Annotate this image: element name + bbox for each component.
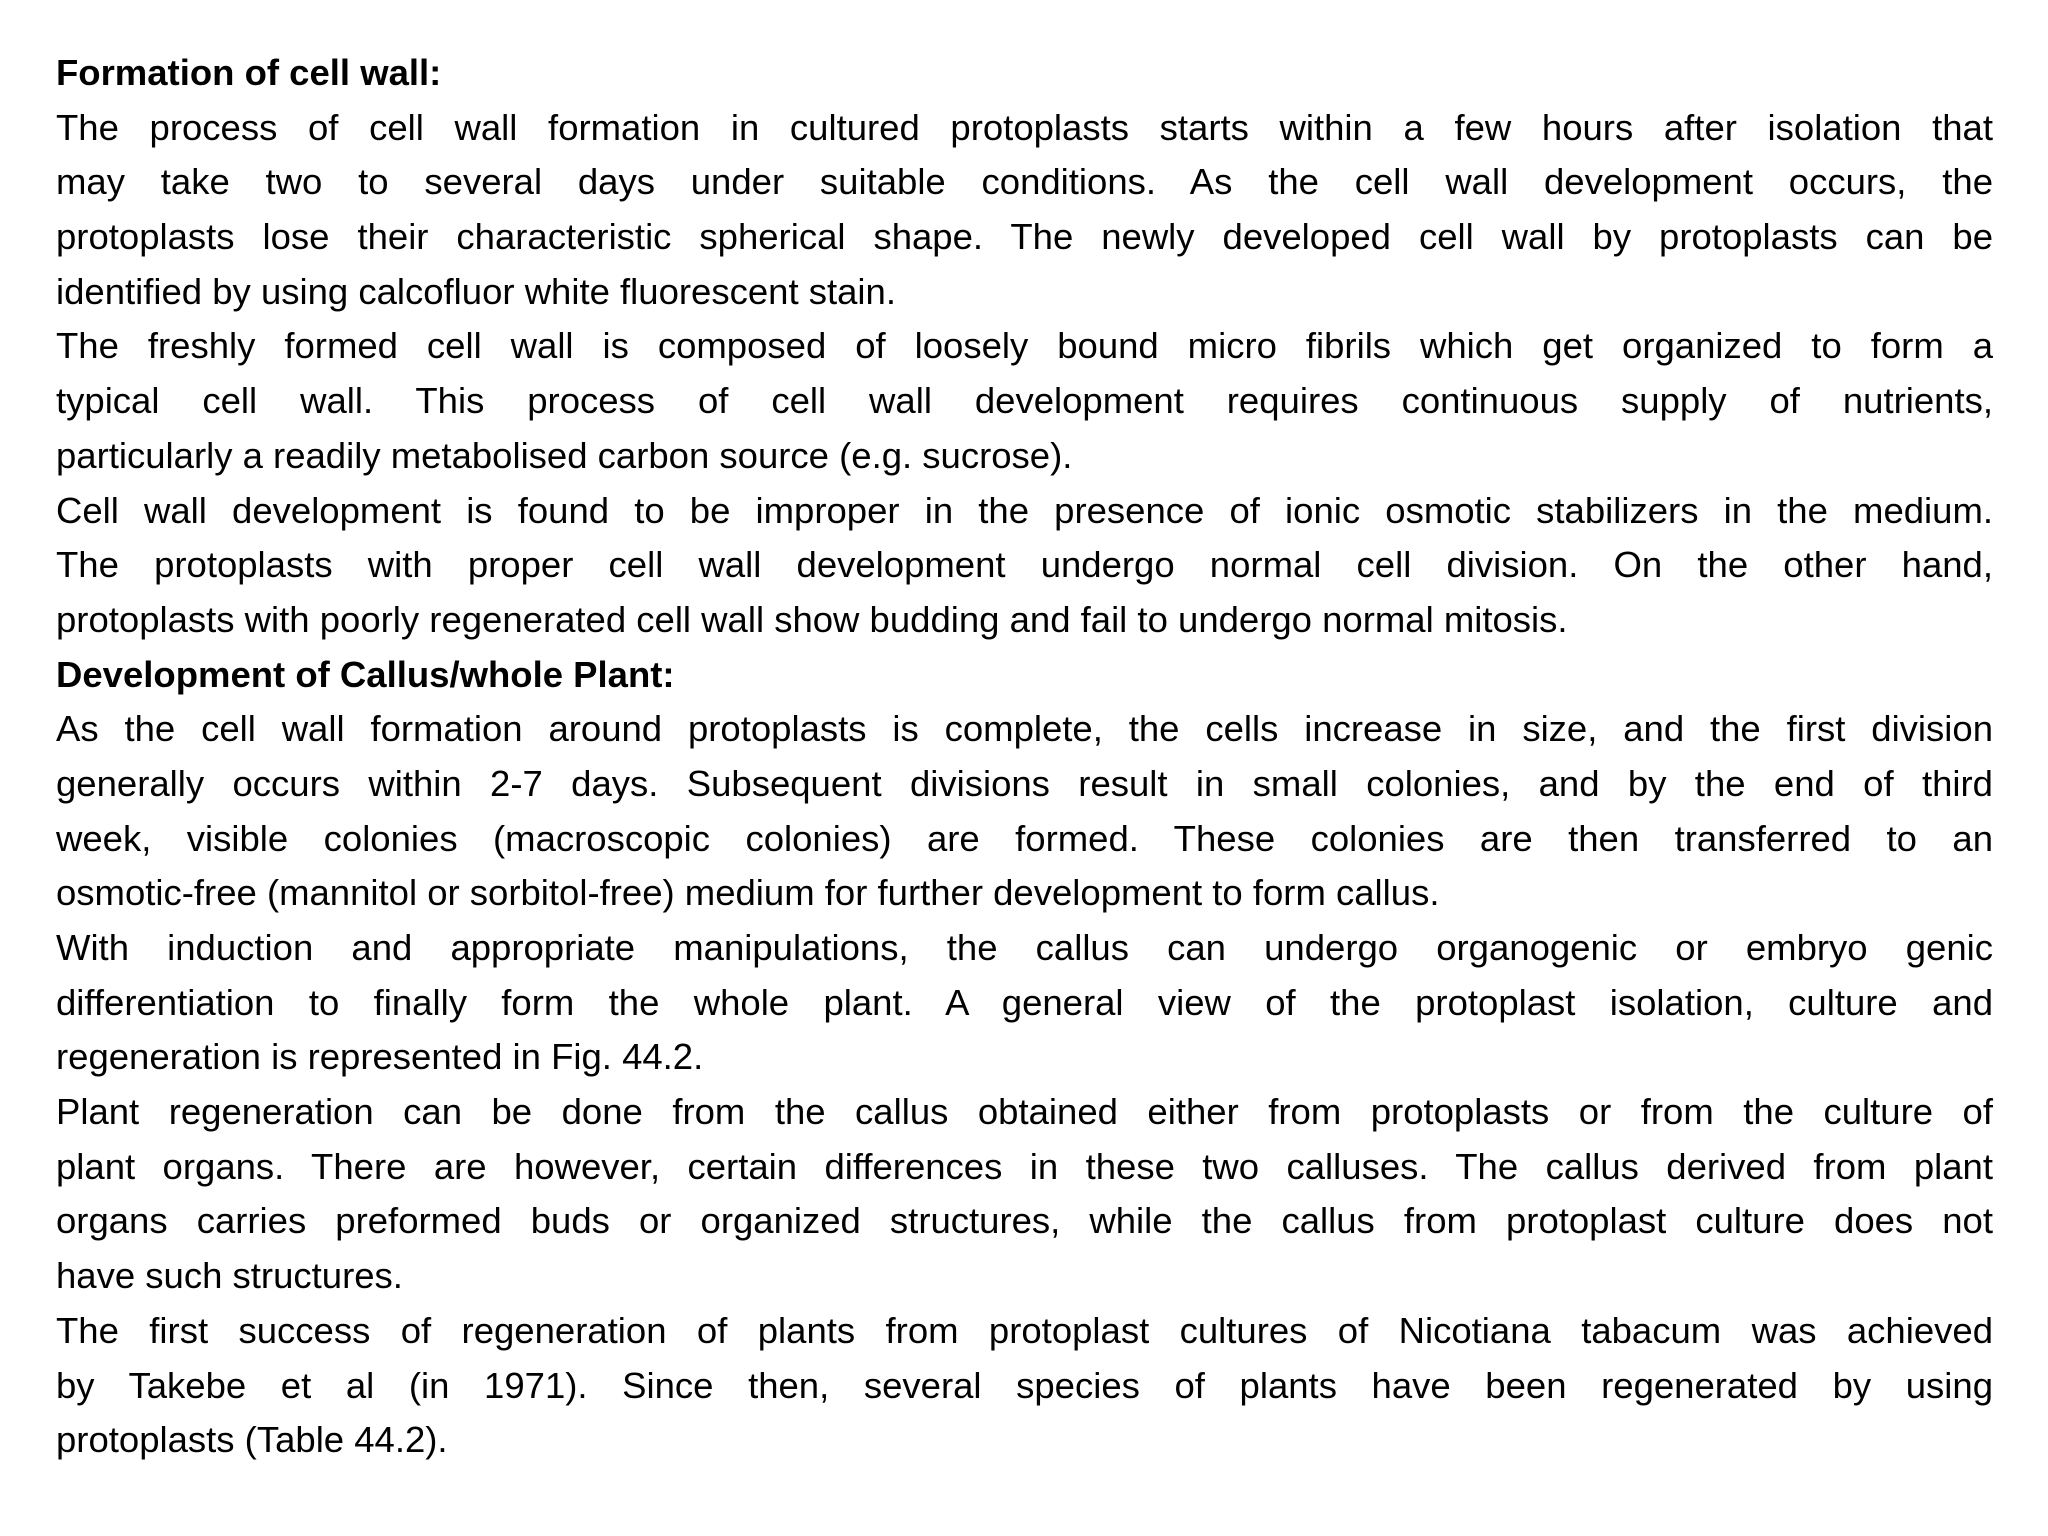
- text-line: identified by using calcofluor white fluorescent stain.: [56, 270, 896, 312]
- document-body: [56, 46, 1993, 1468]
- text-line: The process of cell wall formation in cultured protoplasts starts within a few hours after isolation that: [56, 106, 1993, 148]
- text-line: With induction and appropriate manipulations, the callus can undergo organogenic or embryo genic: [56, 927, 1993, 968]
- text-line: As the cell wall formation around protoplasts is complete, the cells increase in size, and the first division: [56, 708, 1993, 750]
- text-line: Plant regeneration can be done from the callus obtained either from protoplasts or from the culture of: [56, 1091, 1993, 1133]
- text-line: may take two to several days under suitable conditions. As the cell wall development occurs, the: [56, 161, 1993, 203]
- text-line: protoplasts (Table 44.2).: [56, 1419, 448, 1461]
- text-line: typical cell wall. This process of cell wall development requires continuous supply of nutrients,: [56, 380, 1993, 422]
- paragraph-cell-wall-3: [56, 484, 1993, 648]
- text-line: The freshly formed cell wall is composed of loosely bound micro fibrils which get organized to form a: [56, 325, 1993, 367]
- text-line: protoplasts with poorly regenerated cell wall show budding and fail to undergo normal mitosis.: [56, 598, 1568, 640]
- text-line: regeneration is represented in Fig. 44.2.: [56, 1036, 704, 1078]
- paragraph-callus-1: [56, 702, 1993, 921]
- text-line: generally occurs within 2-7 days. Subsequent divisions result in small colonies, and by the end of third: [56, 762, 1993, 804]
- text-line: have such structures.: [56, 1255, 403, 1297]
- paragraph-callus-4: [56, 1304, 1993, 1468]
- text-line: Cell wall development is found to be improper in the presence of ionic osmotic stabilizers in the medium.: [56, 489, 1993, 531]
- text-line: protoplasts lose their characteristic spherical shape. The newly developed cell wall by protoplasts can be: [56, 216, 1993, 258]
- paragraph-cell-wall-2: [56, 319, 1993, 483]
- paragraph-cell-wall-1: [56, 101, 1993, 320]
- paragraph-callus-2: [56, 921, 1993, 1085]
- text-line: particularly a readily metabolised carbon source (e.g. sucrose).: [56, 434, 1073, 476]
- text-line: The first success of regeneration of plants from protoplast cultures of Nicotiana tabacum was achieved: [56, 1309, 1993, 1351]
- paragraph-callus-3: [56, 1085, 1993, 1304]
- heading-cell-wall: Formation of cell wall:: [56, 52, 442, 93]
- heading-callus: Development of Callus/whole Plant:: [56, 653, 675, 695]
- text-line: differentiation to finally form the whole plant. A general view of the protoplast isolation, culture and: [56, 981, 1993, 1023]
- text-line: by Takebe et al (in 1971). Since then, several species of plants have been regenerated by using: [56, 1364, 1993, 1406]
- text-line: plant organs. There are however, certain differences in these two calluses. The callus derived from plant: [56, 1145, 1993, 1187]
- text-line: week, visible colonies (macroscopic colonies) are formed. These colonies are then transferred to an: [56, 817, 1993, 859]
- text-line: osmotic-free (mannitol or sorbitol-free) medium for further development to form callus.: [56, 872, 1440, 914]
- text-line: The protoplasts with proper cell wall development undergo normal cell division. On the other hand,: [56, 544, 1993, 586]
- text-line: organs carries preformed buds or organized structures, while the callus from protoplast culture does not: [56, 1200, 1993, 1242]
